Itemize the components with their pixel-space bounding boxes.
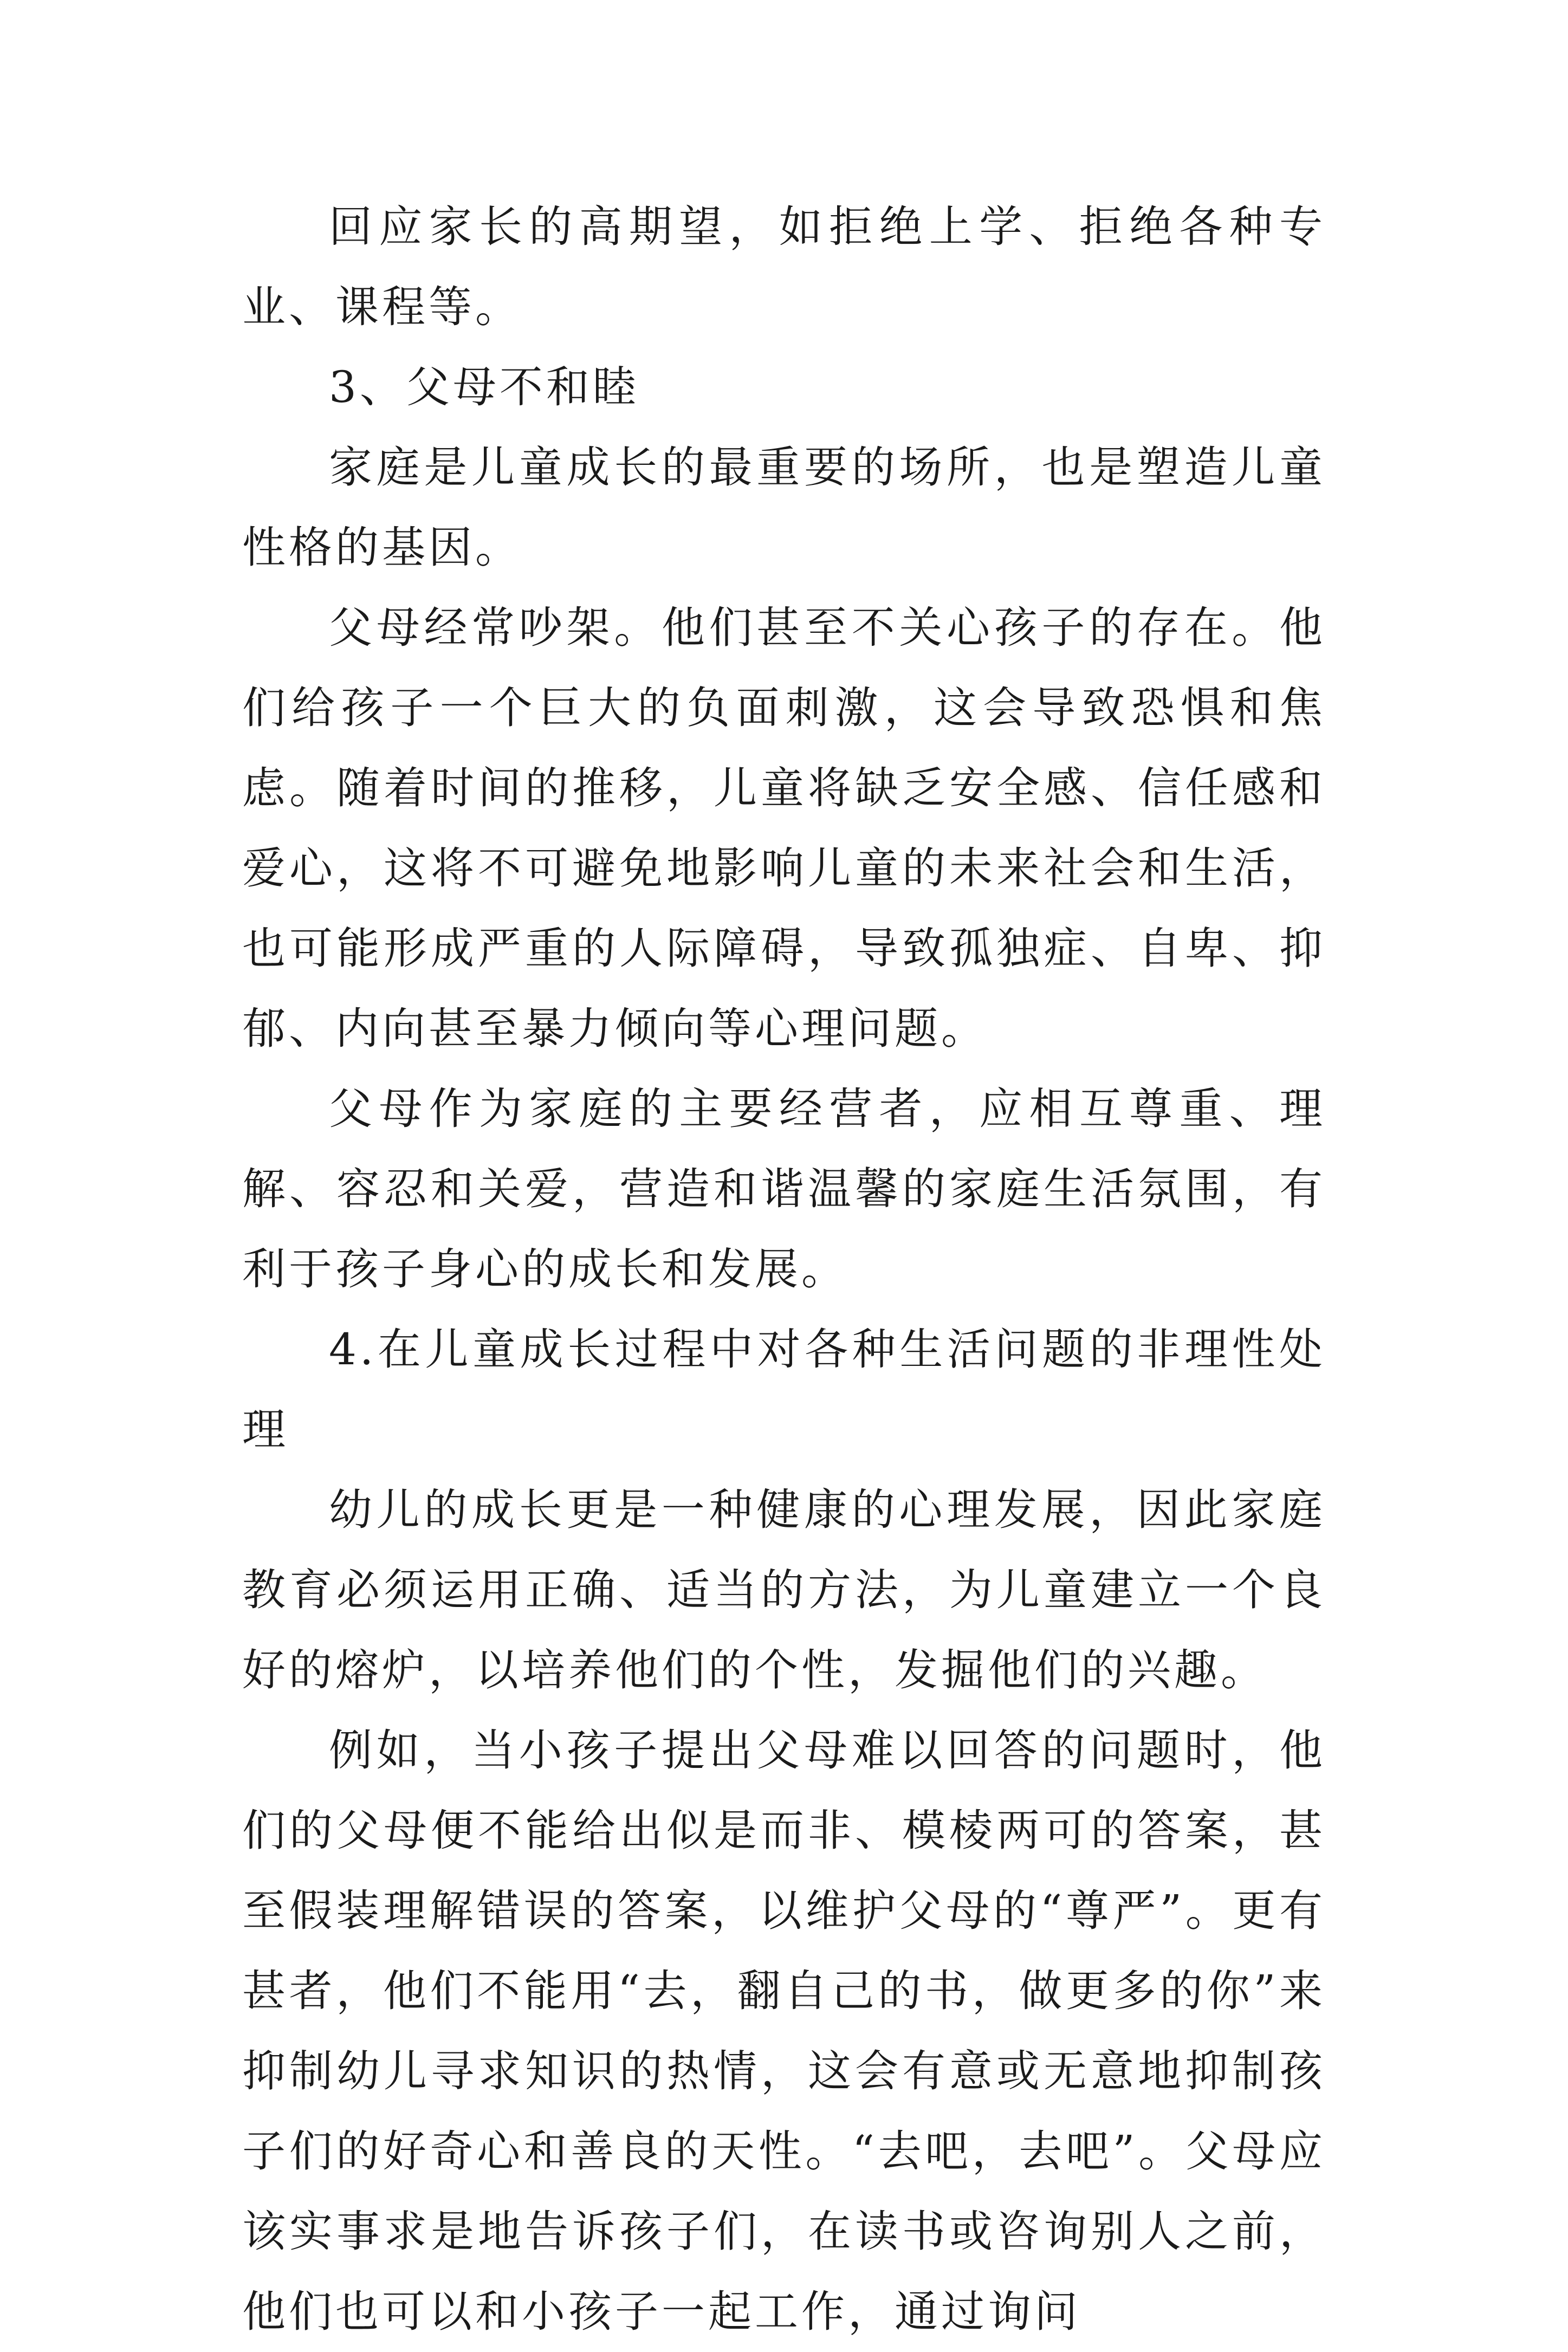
paragraph-4: 父母作为家庭的主要经营者，应相互尊重、理解、容忍和关爱，营造和谐温馨的家庭生活氛围，有利于孩子身心的成长和发展。 [242,1084,1326,1294]
paragraph-3: 父母经常吵架。他们甚至不关心孩子的存在。他们给孩子一个巨大的负面刺激，这会导致恐惧和焦虑。随着时间的推移，儿童将缺乏安全感、信任感和爱心，这将不可避免地影响儿童的未来社会和生活，也可能形成严重的人际障碍，导致孤独症、自卑、抑郁、内向甚至暴力倾向等心理问题。 [242,602,1326,1054]
document-body [242,187,1326,2352]
section-heading-3: 3、父母不和睦 [329,362,639,412]
paragraph-5: 幼儿的成长更是一种健康的心理发展，因此家庭教育必须运用正确、适当的方法，为儿童建立一个良好的熔炉，以培养他们的个性，发掘他们的兴趣。 [242,1485,1326,1695]
paragraph-1: 回应家长的高期望，如拒绝上学、拒绝各种专业、课程等。 [242,202,1326,332]
section-heading-4: 4.在儿童成长过程中对各种生活问题的非理性处理 [242,1324,1326,1455]
paragraph-2: 家庭是儿童成长的最重要的场所，也是塑造儿童性格的基因。 [242,442,1326,573]
paragraph-6: 例如，当小孩子提出父母难以回答的问题时，他们的父母便不能给出似是而非、模棱两可的答案，甚至假装理解错误的答案，以维护父母的“尊严”。更有甚者，他们不能用“去，翻自己的书，做更多的你”来抑制幼儿寻求知识的热情，这会有意或无意地抑制孩子们的好奇心和善良的天性。“去吧，去吧”。父母应该实事求是地告诉孩子们，在读书或咨询别人之前，他们也可以和小孩子一起工作，通过询问 [242,1725,1326,2337]
